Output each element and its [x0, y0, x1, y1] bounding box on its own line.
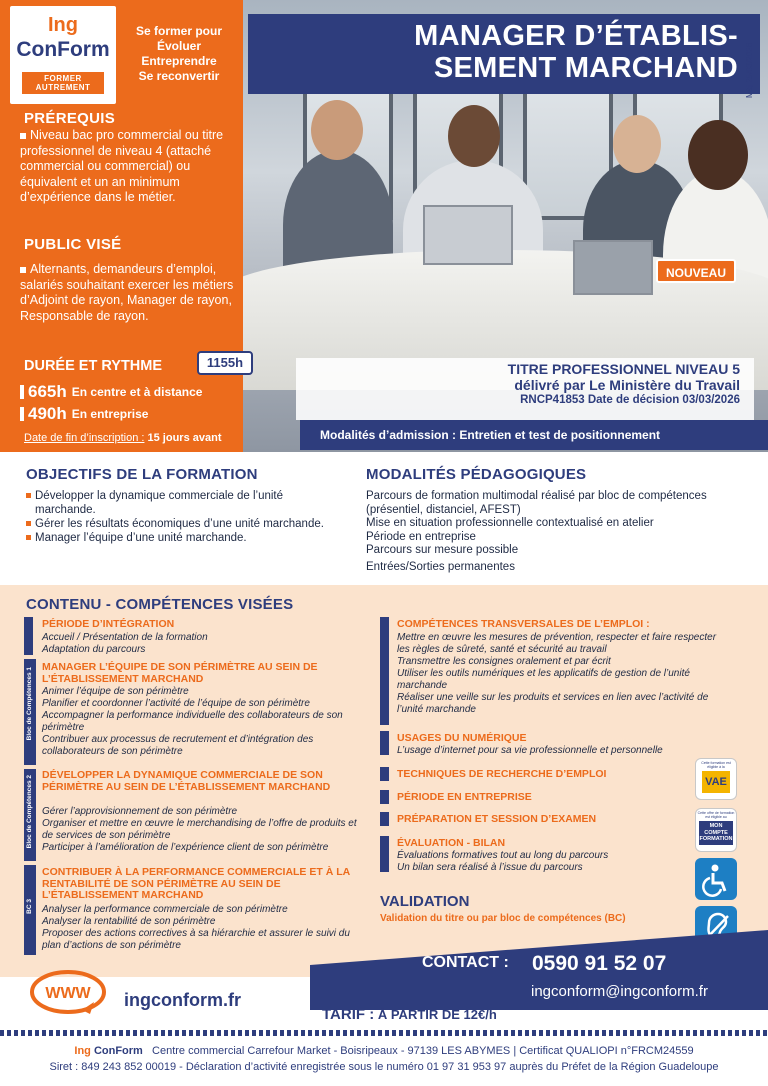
- tagline: Se reconvertir: [138, 69, 220, 83]
- c-heading: PÉRIODE EN ENTREPRISE: [397, 791, 532, 803]
- svg-text:WWW: WWW: [45, 985, 91, 1002]
- section-bar: [380, 812, 389, 826]
- c-items: [42, 686, 357, 758]
- list-item: Proposer des actions correctives à sa hiérarchie et assurer le suivi du plan d’actions de son périmètre: [42, 928, 350, 951]
- list-item: Animer l’équipe de son périmètre: [42, 686, 189, 697]
- taglines: [120, 24, 238, 84]
- tagline: Évoluer: [156, 39, 201, 53]
- bloc-competences-1: Bloc de Compétences 1: [24, 659, 36, 765]
- objectifs-list: [26, 489, 326, 545]
- list-item: Adaptation du parcours: [42, 644, 146, 655]
- list-item: Parcours sur mesure possible: [366, 544, 519, 556]
- logo-conform: ConForm: [16, 38, 110, 61]
- hours-centre: 665h En centre et à distance: [20, 382, 202, 402]
- photo-person: [688, 120, 748, 190]
- tagline: Se former pour: [135, 24, 222, 38]
- logo-ing: Ing: [48, 14, 78, 36]
- contact-email[interactable]: ingconform@ingconform.fr: [531, 983, 708, 1000]
- cpf-logo-icon: MON COMPTE FORMATION: [699, 821, 733, 845]
- public-text: Alternants, demandeurs d’emploi, salariés souhaitant exercer les métiers d’Adjoint de rayon, Manager de rayon, Responsable de rayon.: [20, 262, 234, 323]
- duree-heading: DURÉE ET RYTHME: [24, 358, 163, 374]
- date-fin-inscription: Date de fin d’inscription : 15 jours avant: [24, 432, 222, 444]
- website-link[interactable]: ingconform.fr: [124, 990, 241, 1010]
- hours-entreprise: 490h En entreprise: [20, 404, 148, 424]
- list-item: Un bilan sera réalisé à l’issue du parcours: [397, 862, 583, 873]
- list-item: Gérer les résultats économiques d’une unité marchande.: [26, 517, 326, 531]
- section-bar: [380, 790, 389, 804]
- left-panel: [0, 0, 243, 452]
- vae-logo-icon: VAE: [702, 771, 730, 793]
- list-item: Mise en situation professionnelle contextualisé en atelier: [366, 517, 654, 529]
- logo: [10, 6, 116, 104]
- admission-bar: Modalités d’admission : Entretien et test de positionnement: [300, 420, 768, 450]
- list-item: Analyser la rentabilité de son périmètre: [42, 916, 216, 927]
- tagline: Entreprendre: [141, 54, 217, 68]
- validation-heading: VALIDATION: [380, 893, 470, 910]
- modalites-list: [366, 490, 756, 574]
- photo-laptop: [423, 205, 513, 265]
- contact-phone[interactable]: 0590 91 52 07: [532, 952, 667, 975]
- bullet-icon: [20, 133, 26, 139]
- section-bar: [380, 836, 389, 872]
- titre-professionnel: TITRE PROFESSIONNEL NIVEAU 5 délivré par Le Ministère du Travail RNCP41853 Date de décision 03/03/2026: [296, 358, 754, 420]
- photo-person: [613, 115, 661, 173]
- list-item: Parcours de formation multimodal réalisé par bloc de compétences (présentiel, distanciel, AFEST): [366, 490, 707, 516]
- c-items: [42, 806, 362, 854]
- contact-label: CONTACT :: [422, 954, 509, 971]
- page-title: MANAGER D’ÉTABLIS- SEMENT MARCHAND: [248, 14, 760, 94]
- c-heading: PRÉPARATION ET SESSION D’EXAMEN: [397, 813, 597, 825]
- wheelchair-icon: [695, 858, 737, 900]
- update-date: Màj 25/03/2026: [745, 42, 754, 98]
- list-item: Planifier et coordonner l’activité de l’équipe de son périmètre: [42, 698, 310, 709]
- list-item: Gérer l’approvisionnement de son périmètre: [42, 806, 238, 817]
- logo-slogan: FORMER AUTREMENT: [22, 72, 104, 94]
- c-items: [42, 632, 362, 656]
- list-item: Accompagner la performance individuelle des collaborateurs de son périmètre: [42, 710, 343, 733]
- www-globe-icon: [28, 968, 108, 1016]
- c-heading: USAGES DU NUMÉRIQUE: [397, 732, 527, 744]
- bloc-competences-2: Bloc de Compétences 2: [24, 769, 36, 861]
- c-heading: PÉRIODE D’INTÉGRATION: [42, 618, 175, 630]
- contenu-heading: CONTENU - COMPÉTENCES VISÉES: [26, 596, 294, 613]
- modalites-heading: MODALITÉS PÉDAGOGIQUES: [366, 466, 587, 483]
- validation-text: Validation du titre ou par bloc de compétences (BC): [380, 913, 626, 924]
- c-items: [397, 632, 729, 716]
- cpf-badge: Cette offre de formation est éligible au MON COMPTE FORMATION: [695, 808, 737, 852]
- c-heading: TECHNIQUES DE RECHERCHE D’EMPLOI: [397, 768, 607, 780]
- list-item: Évaluations formatives tout au long du parcours: [397, 850, 609, 861]
- list-item: Entrées/Sorties permanentes: [366, 560, 515, 573]
- prerequis-text: Niveau bac pro commercial ou titre professionnel de niveau 4 (attaché commercial ou commercial) ou équivalent et un an minimum d’expérience dans le métier.: [20, 128, 224, 204]
- list-item: Analyser la performance commerciale de son périmètre: [42, 904, 288, 915]
- list-item: Période en entreprise: [366, 530, 476, 543]
- list-item: Organiser et mettre en œuvre le merchandising de l’offre de produits et de services de son périmètre: [42, 818, 357, 841]
- c-items: [397, 850, 697, 874]
- section-bar: [380, 617, 389, 725]
- list-item: Accueil / Présentation de la formation: [42, 632, 208, 643]
- divider: [0, 1030, 768, 1036]
- list-item: Mettre en œuvre les mesures de prévention, respecter et faire respecter les règles de sûreté, santé et sécurité au travail: [397, 632, 717, 655]
- hero: [0, 0, 768, 452]
- c-heading: DÉVELOPPER LA DYNAMIQUE COMMERCIALE DE SON PÉRIMÈTRE AU SEIN DE L’ÉTABLISSEMENT MARCHAND: [42, 769, 331, 793]
- prerequis-heading: PRÉREQUIS: [24, 110, 116, 127]
- list-item: Participer à l’amélioration de l’expérience client de son périmètre: [42, 842, 329, 853]
- list-item: Développer la dynamique commerciale de l’unité marchande.: [26, 489, 326, 517]
- list-item: Contribuer aux processus de recrutement et d’intégration des collaborateurs de son périmètre: [42, 734, 314, 757]
- c-heading: COMPÉTENCES TRANSVERSALES DE L’EMPLOI :: [397, 618, 650, 630]
- c-heading: MANAGER L’ÉQUIPE DE SON PÉRIMÈTRE AU SEIN DE L’ÉTABLISSEMENT MARCHAND: [42, 661, 318, 685]
- footer-address: Ing ConForm Centre commercial Carrefour Market - Boisripeaux - 97139 LES ABYMES | Certificat QUALIOPI n°FRCM24559: [74, 1045, 694, 1057]
- photo-person: [448, 105, 500, 167]
- public-heading: PUBLIC VISÉ: [24, 236, 122, 253]
- list-item: Manager l’équipe d’une unité marchande.: [26, 531, 326, 545]
- c-heading: ÉVALUATION - BILAN: [397, 837, 506, 849]
- photo-laptop: [573, 240, 653, 295]
- section-bar: [380, 767, 389, 781]
- new-badge: NOUVEAU: [656, 259, 736, 283]
- vae-badge: Cette formation est éligible à la VAE: [695, 758, 737, 800]
- list-item: Réaliser une veille sur les produits et services en lien avec l’activité de l’unité marchande: [397, 692, 709, 715]
- c-items: [397, 745, 717, 757]
- footer-siret: Siret : 849 243 852 00019 - Déclaration d’activité enregistrée sous le numéro 01 97 31 953 97 auprès du Préfet de la Région Guadeloupe: [49, 1061, 719, 1073]
- list-item: Transmettre les consignes oralement et par écrit: [397, 656, 611, 667]
- list-item: L’usage d’internet pour sa vie professionnelle et personnelle: [397, 745, 663, 756]
- section-bar: [24, 617, 33, 655]
- total-hours-badge: 1155h: [197, 351, 253, 375]
- objectifs-heading: OBJECTIFS DE LA FORMATION: [26, 466, 258, 483]
- photo-person: [311, 100, 363, 160]
- bullet-icon: [20, 267, 26, 273]
- tarif: TARIF : À PARTIR DE 12€/h: [322, 1006, 497, 1023]
- c-heading: CONTRIBUER À LA PERFORMANCE COMMERCIALE ET À LA RENTABILITÉ DE SON PÉRIMÈTRE AU SEIN DE L’ÉTABLISSEMENT MARCHAND: [42, 866, 350, 901]
- list-item: Utiliser les outils numériques et les applicatifs de gestion de l’unité marchande: [397, 668, 690, 691]
- section-bar: [380, 731, 389, 755]
- bloc-competences-3: BC 3: [24, 865, 36, 955]
